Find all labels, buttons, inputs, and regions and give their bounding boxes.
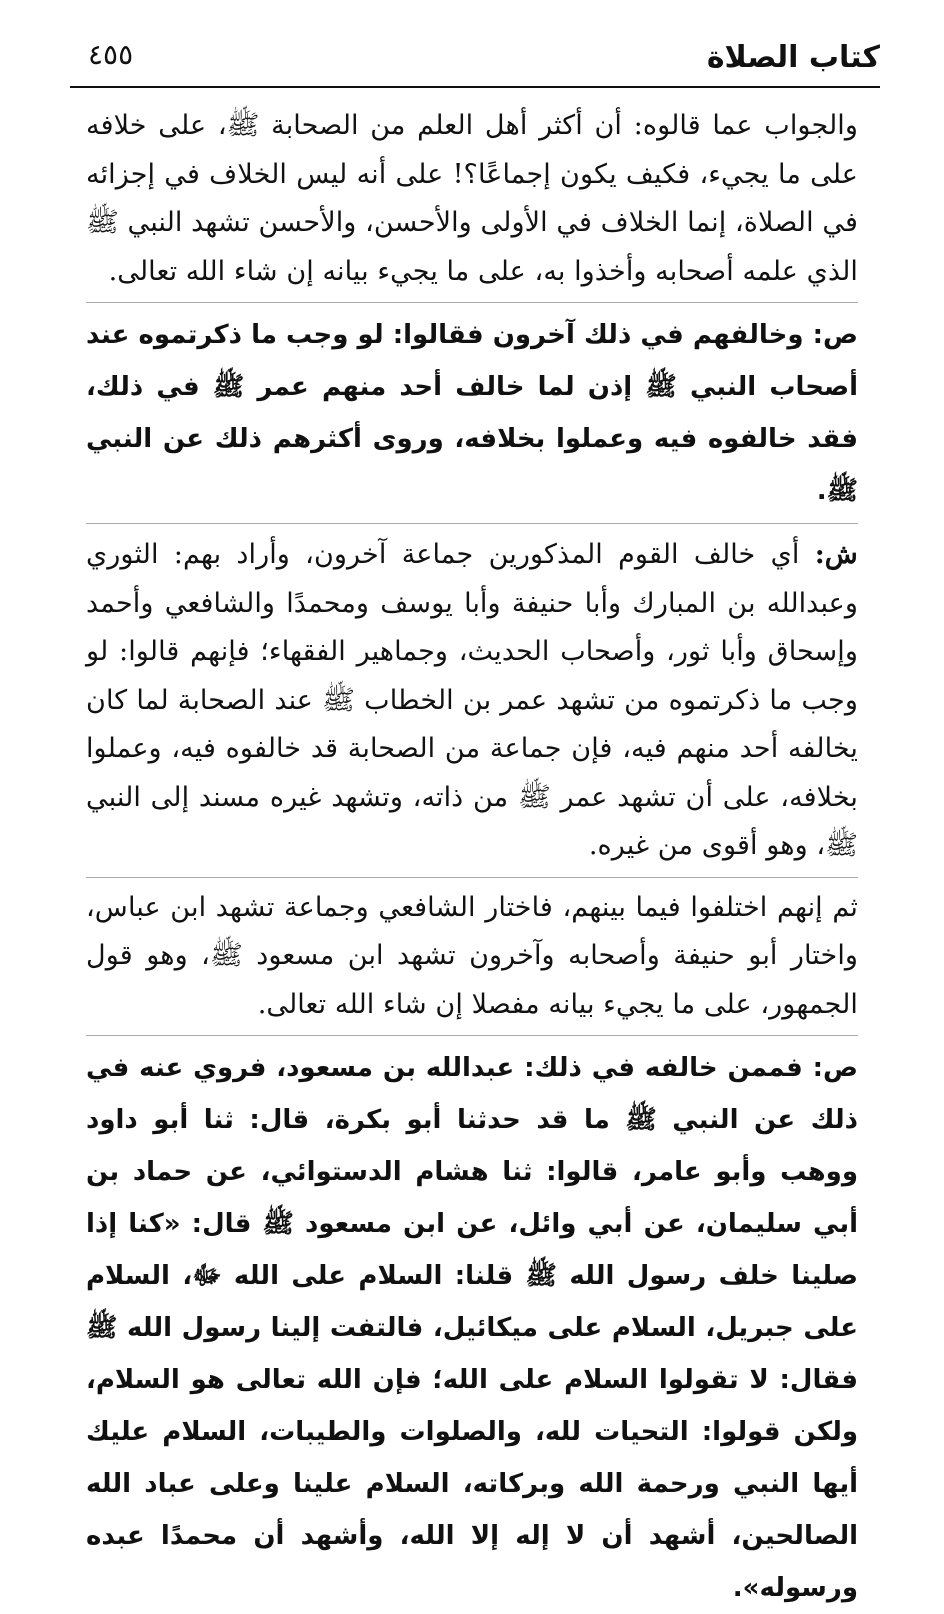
separator xyxy=(86,1035,858,1036)
header-rule xyxy=(70,86,880,88)
matn-label: ص: xyxy=(812,1053,858,1083)
page-body xyxy=(86,102,858,1614)
matn-text: وخالفهم في ذلك آخرون فقالوا: لو وجب ما ذكرتموه عند أصحاب النبي ﷺ إذن لما خالف أحد منهم عمر ﷺ في ذلك، فقد خالفوه فيه وعملوا بخلافه، وروى أكثرهم ذلك عن النبي ﷺ. xyxy=(86,320,858,506)
sharh-text: أي خالف القوم المذكورين جماعة آخرون، وأراد بهم: الثوري وعبدالله بن المبارك وأبا حنيفة وأبا يوسف ومحمدًا والشافعي وأحمد وإسحاق وأبا ثور، وأصحاب الحديث، وجماهير الفقهاء؛ فإنهم قالوا: لو وجب ما ذكرتموه من تشهد عمر بن الخطاب ﷺ عند الصحابة لما كان يخالفه أحد منهم فيه، فإن جماعة من الصحابة قد خالفوه فيه، وعملوا بخلافه، على أن تشهد عمر ﷺ من ذاته، وتشهد غيره مسند إلى النبي ﷺ، وهو أقوى من غيره. xyxy=(86,539,858,861)
paragraph-text: والجواب عما قالوه: أن أكثر أهل العلم من الصحابة ﷺ، على خلافه على ما يجيء، فكيف يكون إجماعًا؟! على أنه ليس الخلاف في إجزائه في الصلاة، إنما الخلاف في الأولى والأحسن، والأحسن تشهد النبي ﷺ الذي علمه أصحابه وأخذوا به، على ما يجيء بيانه إن شاء الله تعالى. xyxy=(86,110,858,287)
separator xyxy=(86,302,858,303)
paragraph-differences xyxy=(86,884,858,1030)
sharh-label: ش: xyxy=(814,538,858,570)
page-number: ٤٥٥ xyxy=(88,38,134,71)
matn-paragraph-hadith xyxy=(86,1042,858,1614)
paragraph-text: ثم إنهم اختلفوا فيما بينهم، فاختار الشافعي وجماعة تشهد ابن عباس، واختار أبو حنيفة وأصحابه وآخرون تشهد ابن مسعود ﷺ، وهو قول الجمهور، على ما يجيء بيانه مفصلا إن شاء الله تعالى. xyxy=(86,891,858,1020)
matn-paragraph xyxy=(86,309,858,517)
matn-text: فممن خالفه في ذلك: عبدالله بن مسعود، فروي عنه في ذلك عن النبي ﷺ ما قد حدثنا أبو بكرة، قال: ثنا أبو داود ووهب وأبو عامر، قالوا: ثنا هشام الدستوائي، عن حماد بن أبي سليمان، عن أبي وائل، عن ابن مسعود ﷺ قال: «كنا إذا صلينا خلف رسول الله ﷺ قلنا: السلام على الله ﷻ، السلام على جبريل، السلام على ميكائيل، فالتفت إلينا رسول الله ﷺ فقال: لا تقولوا السلام على الله؛ فإن الله تعالى هو السلام، ولكن قولوا: التحيات لله، والصلوات والطيبات، السلام عليك أيها النبي ورحمة الله وبركاته، السلام علينا وعلى عباد الله الصالحين، أشهد أن لا إله إلا الله، وأشهد أن محمدًا عبده ورسوله». xyxy=(86,1053,858,1603)
separator xyxy=(86,877,858,878)
page-header xyxy=(70,36,880,84)
separator xyxy=(86,523,858,524)
matn-label: ص: xyxy=(812,320,858,350)
sharh-paragraph xyxy=(86,530,858,871)
paragraph-reply xyxy=(86,102,858,296)
chapter-title: كتاب الصلاة xyxy=(706,40,880,75)
